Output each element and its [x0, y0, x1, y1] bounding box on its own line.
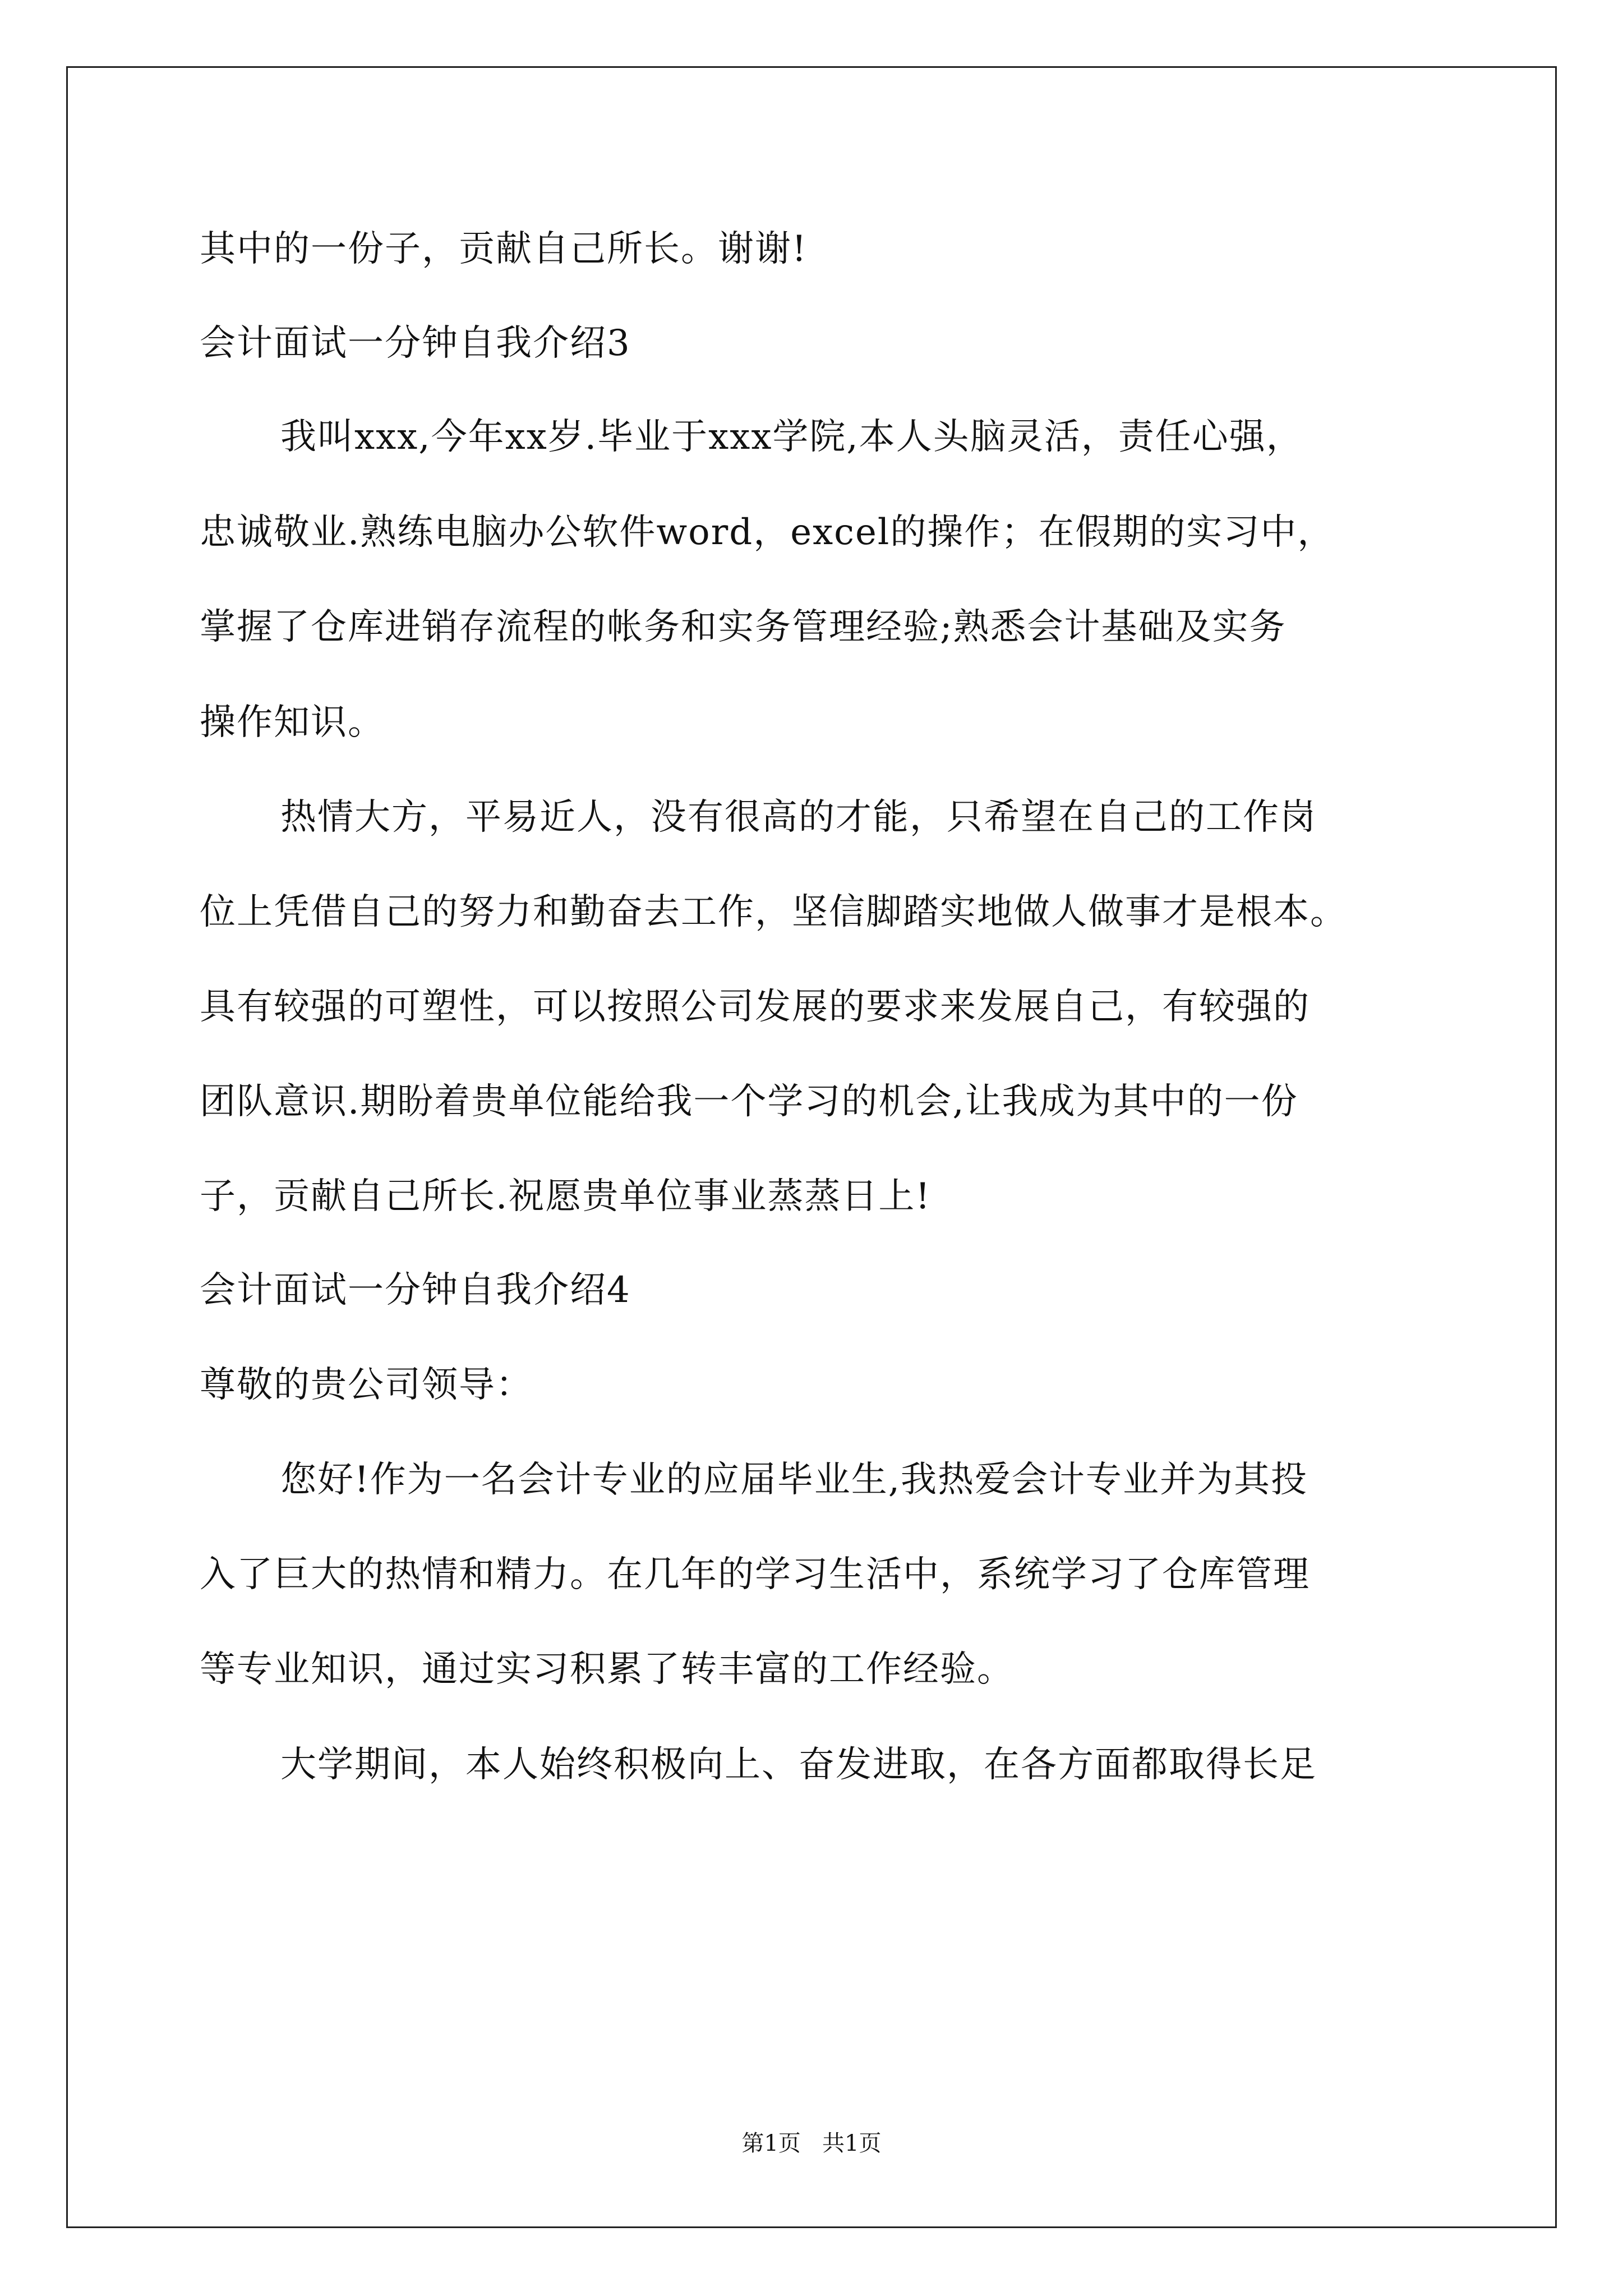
page-footer: 第1页 共1页 — [741, 2131, 882, 2156]
text-line: 操作知识。 — [200, 702, 385, 743]
text-line: 掌握了仓库进销存流程的帐务和实务管理经验;熟悉会计基础及实务 — [200, 606, 1287, 648]
text-line: 子，贡献自己所长.祝愿贵单位事业蒸蒸日上! — [200, 1176, 932, 1217]
paragraph-first-line: 您好!作为一名会计专业的应届毕业生,我热爱会计专业并为其投 — [280, 1459, 1308, 1501]
text-line: 入了巨大的热情和精力。在几年的学习生活中，系统学习了仓库管理 — [200, 1554, 1310, 1595]
text-line: 位上凭借自己的努力和勤奋去工作，坚信脚踏实地做人做事才是根本。 — [200, 891, 1347, 933]
text-line: 其中的一份子，贡献自己所长。谢谢! — [200, 228, 808, 270]
paragraph-first-line: 大学期间，本人始终积极向上、奋发进取，在各方面都取得长足 — [280, 1744, 1317, 1786]
section-heading: 会计面试一分钟自我介绍3 — [200, 323, 631, 364]
salutation: 尊敬的贵公司领导： — [200, 1364, 533, 1406]
paragraph-first-line: 我叫xxx,今年xx岁.毕业于xxx学院,本人头脑灵活，责任心强， — [280, 416, 1303, 458]
page-border — [66, 66, 1557, 2228]
text-line: 忠诚敬业.熟练电脑办公软件word，excel的操作；在假期的实习中， — [200, 512, 1335, 553]
text-line: 等专业知识，通过实习积累了转丰富的工作经验。 — [200, 1649, 1014, 1690]
text-line: 团队意识.期盼着贵单位能给我一个学习的机会,让我成为其中的一份 — [200, 1081, 1298, 1122]
text-line: 具有较强的可塑性，可以按照公司发展的要求来发展自己，有较强的 — [200, 986, 1310, 1028]
paragraph-first-line: 热情大方，平易近人，没有很高的才能，只希望在自己的工作岗 — [280, 797, 1317, 838]
section-heading: 会计面试一分钟自我介绍4 — [200, 1269, 631, 1311]
